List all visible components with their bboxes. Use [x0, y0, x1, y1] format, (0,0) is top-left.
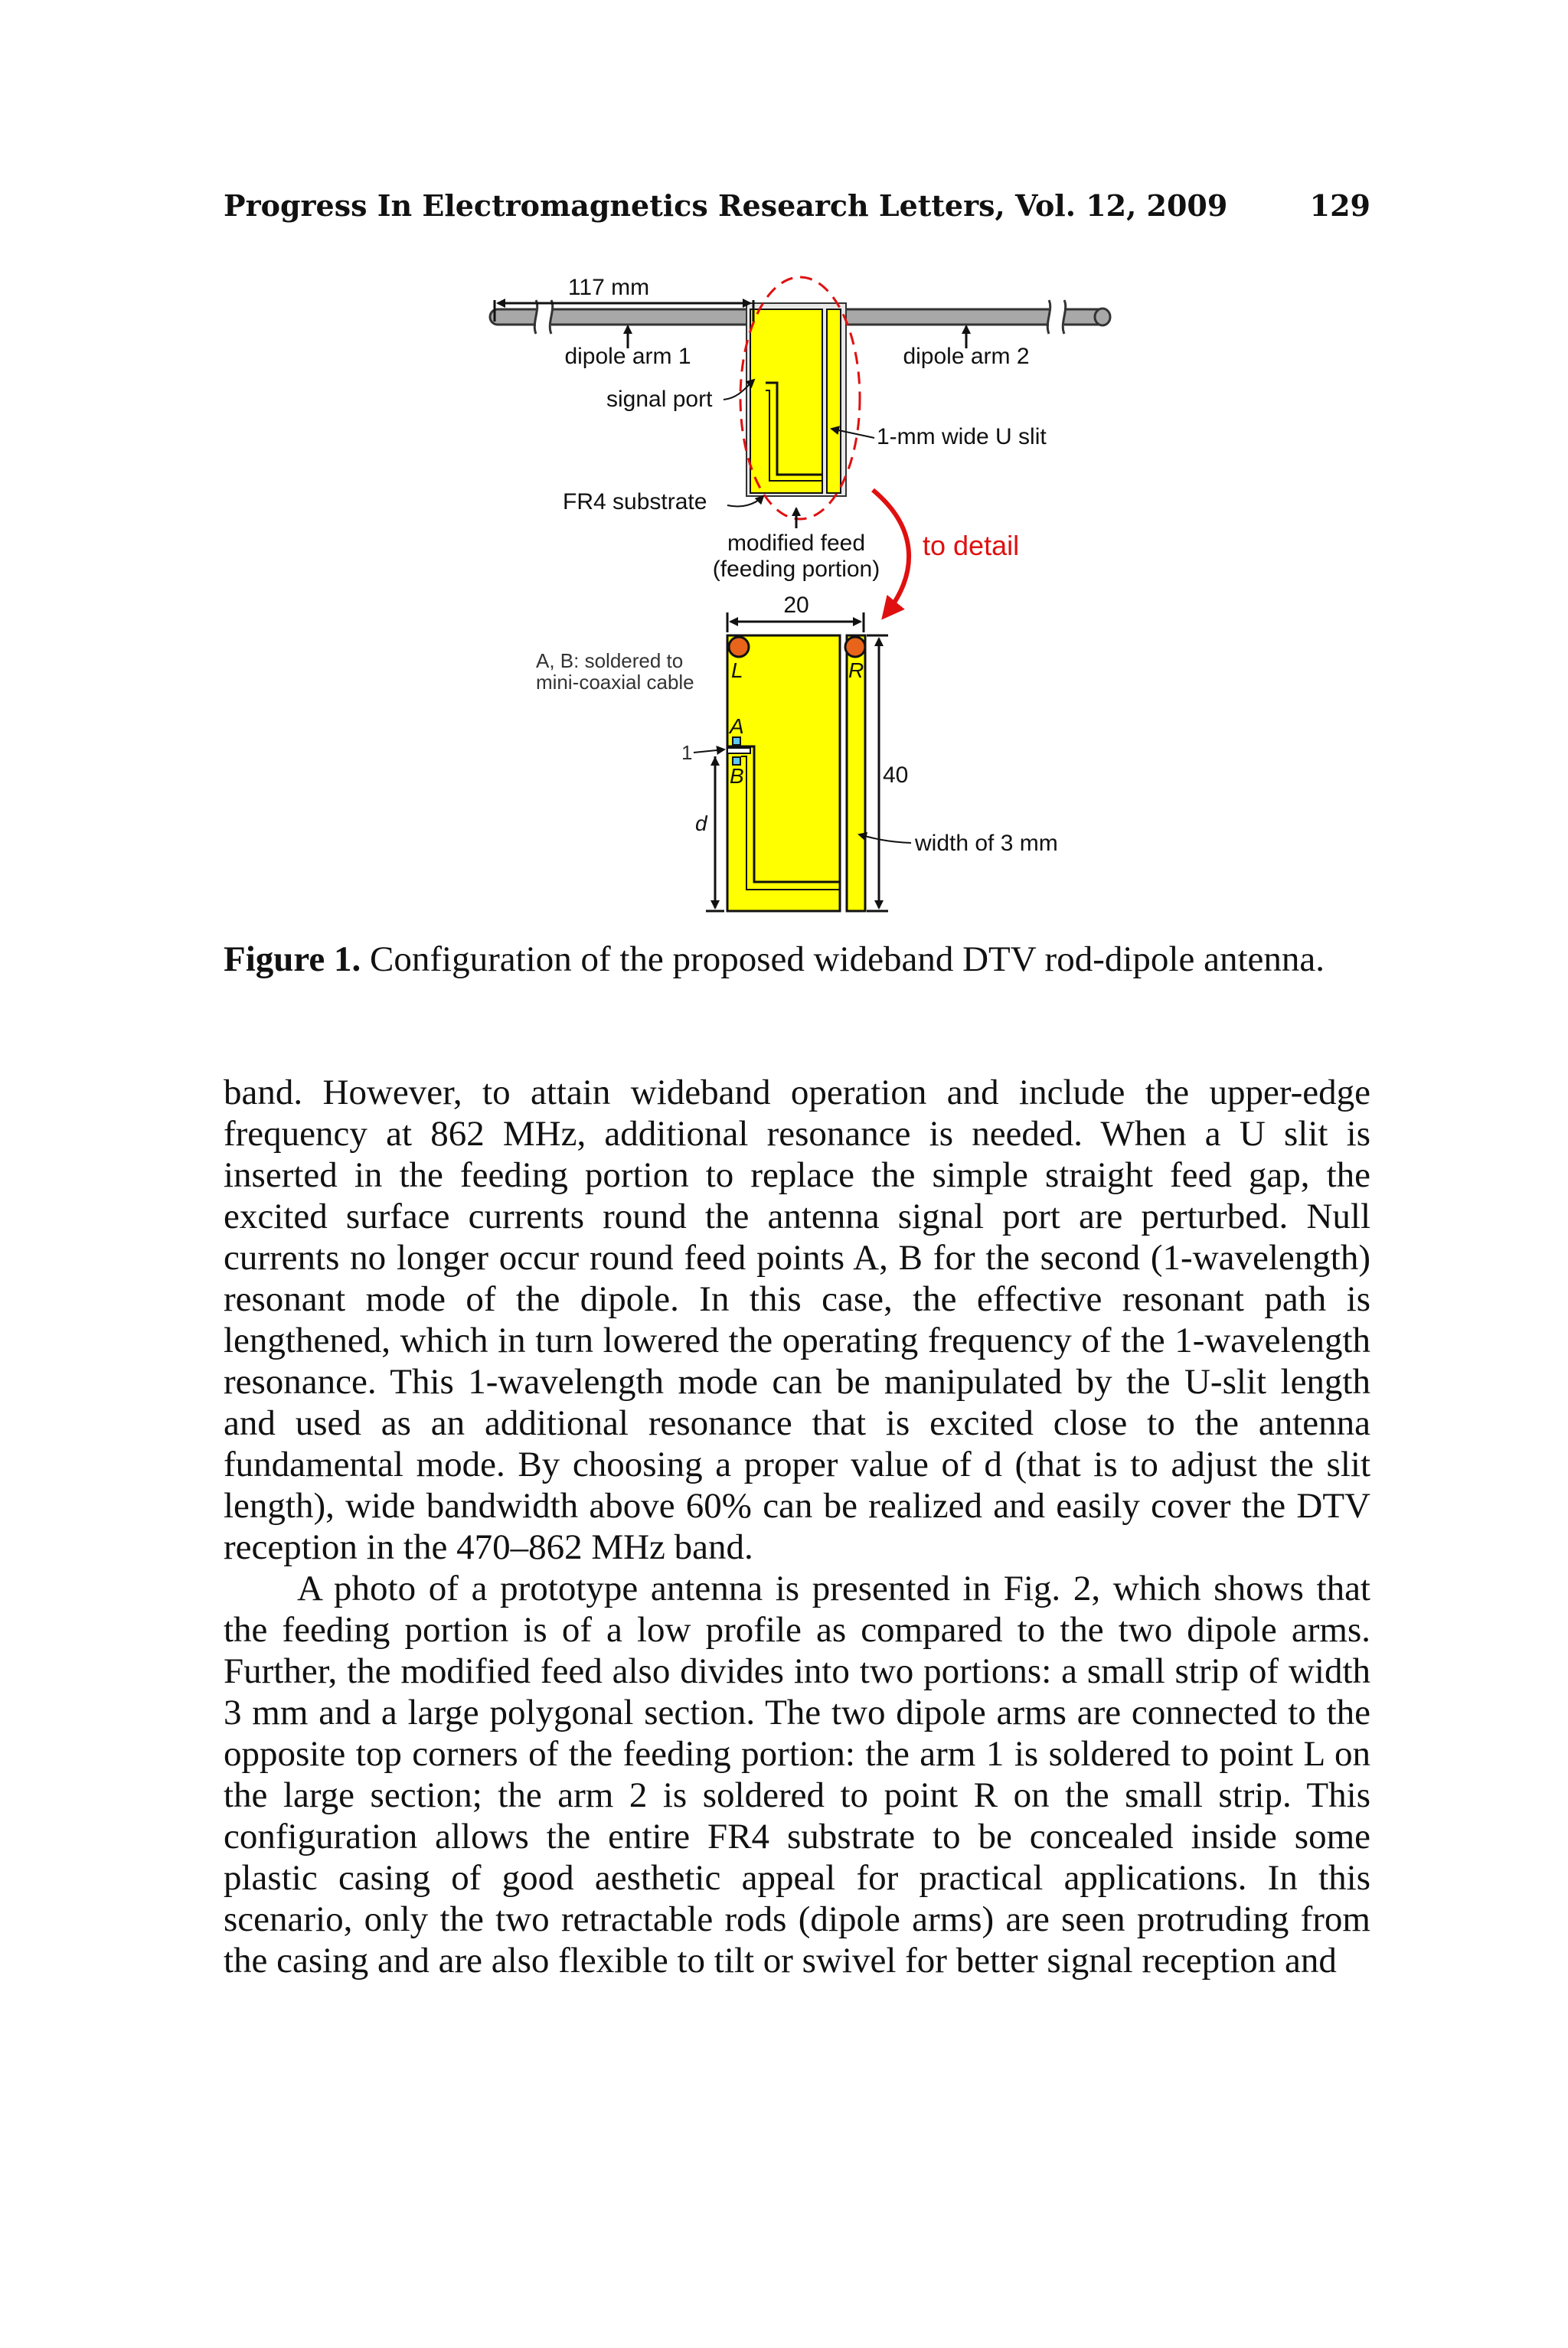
feeding-portion-overview: [746, 303, 846, 496]
note-line-2: mini-coaxial cable: [536, 671, 694, 694]
caption-text: Configuration of the proposed wideband DTV rod-dipole antenna.: [370, 939, 1325, 979]
figure-1: [0, 0, 1568, 919]
dipole-arm-1-label: dipole arm 1: [564, 344, 691, 369]
point-b-label: B: [730, 764, 744, 788]
fr4-label: FR4 substrate: [563, 489, 707, 514]
feed-point-a: [733, 737, 740, 745]
point-a-label: A: [730, 714, 744, 738]
antenna-diagram: [0, 0, 1568, 919]
height-dimension: [867, 635, 908, 911]
dipole-arm-2-rod: [842, 300, 1110, 334]
point-r-label: R: [848, 658, 864, 682]
page-number: 129: [1309, 188, 1370, 223]
feeding-portion-label: (feeding portion): [712, 557, 880, 582]
d-label: d: [695, 812, 707, 835]
paragraph-2: A photo of a prototype antenna is presented in Fig. 2, which shows that the feeding portion is of a low profile as compared to the two dipole arms. Further, the modified feed also divides into two portions: a small strip of width 3 mm and a large polygonal section. The two dipole arms are connected to the opposite top corners of the feeding portion: the arm 1 is soldered to point L on the large section; the arm 2 is soldered to point R on the small strip. This configuration allows the entire FR4 substrate to be concealed inside some plastic casing of good aesthetic appeal for practical applications. In this scenario, only the two retractable rods (dipole arms) are seen protruding from the casing and are also flexible to tilt or swivel for better signal reception and: [224, 1569, 1370, 1981]
modified-feed-label: modified feed: [727, 531, 866, 556]
gap-label: 1: [681, 741, 693, 764]
to-detail-arrow: [873, 490, 909, 616]
signal-port-label: signal port: [606, 387, 713, 412]
height-label: 40: [883, 763, 909, 788]
caption-label: Figure 1.: [224, 939, 361, 979]
d-dimension: [695, 756, 724, 911]
body-text: [224, 1072, 1370, 1981]
feed-large-section: [727, 635, 840, 911]
journal-title: Progress In Electromagnetics Research Letters, Vol. 12, 2009: [224, 188, 1228, 223]
strip-width-label: width of 3 mm: [915, 831, 1058, 856]
paragraph-1: band. However, to attain wideband operation and include the upper-edge frequency at 862 MHz, additional resonance is needed. When a U slit is inserted in the feeding portion to replace the simple straight feed gap, the excited surface currents round the antenna signal port are perturbed. Null currents no longer occur round feed points A, B for the second (1-wavelength) resonant mode of the dipole. In this case, the effective resonant path is lengthened, which in turn lowered the operating frequency of the 1-wavelength resonance. This 1-wavelength mode can be manipulated by the U-slit length and used as an additional resonance that is excited close to the antenna fundamental mode. By choosing a proper value of d (that is to adjust the slit length), wide bandwidth above 60% can be realized and easily cover the DTV reception in the 470–862 MHz band.: [224, 1073, 1370, 1567]
width-label: 20: [783, 593, 809, 618]
width-dimension: [727, 593, 864, 632]
point-l-label: L: [731, 658, 743, 682]
to-detail-label: to detail: [923, 530, 1020, 561]
note-line-1: A, B: soldered to: [536, 649, 684, 672]
arm-length-label: 117 mm: [567, 275, 650, 300]
figure-caption: [224, 939, 1370, 980]
solder-point-r: [845, 637, 865, 657]
solder-point-l: [729, 637, 749, 657]
dipole-arm-2-label: dipole arm 2: [903, 344, 1030, 369]
u-slit-label: 1-mm wide U slit: [877, 424, 1047, 449]
